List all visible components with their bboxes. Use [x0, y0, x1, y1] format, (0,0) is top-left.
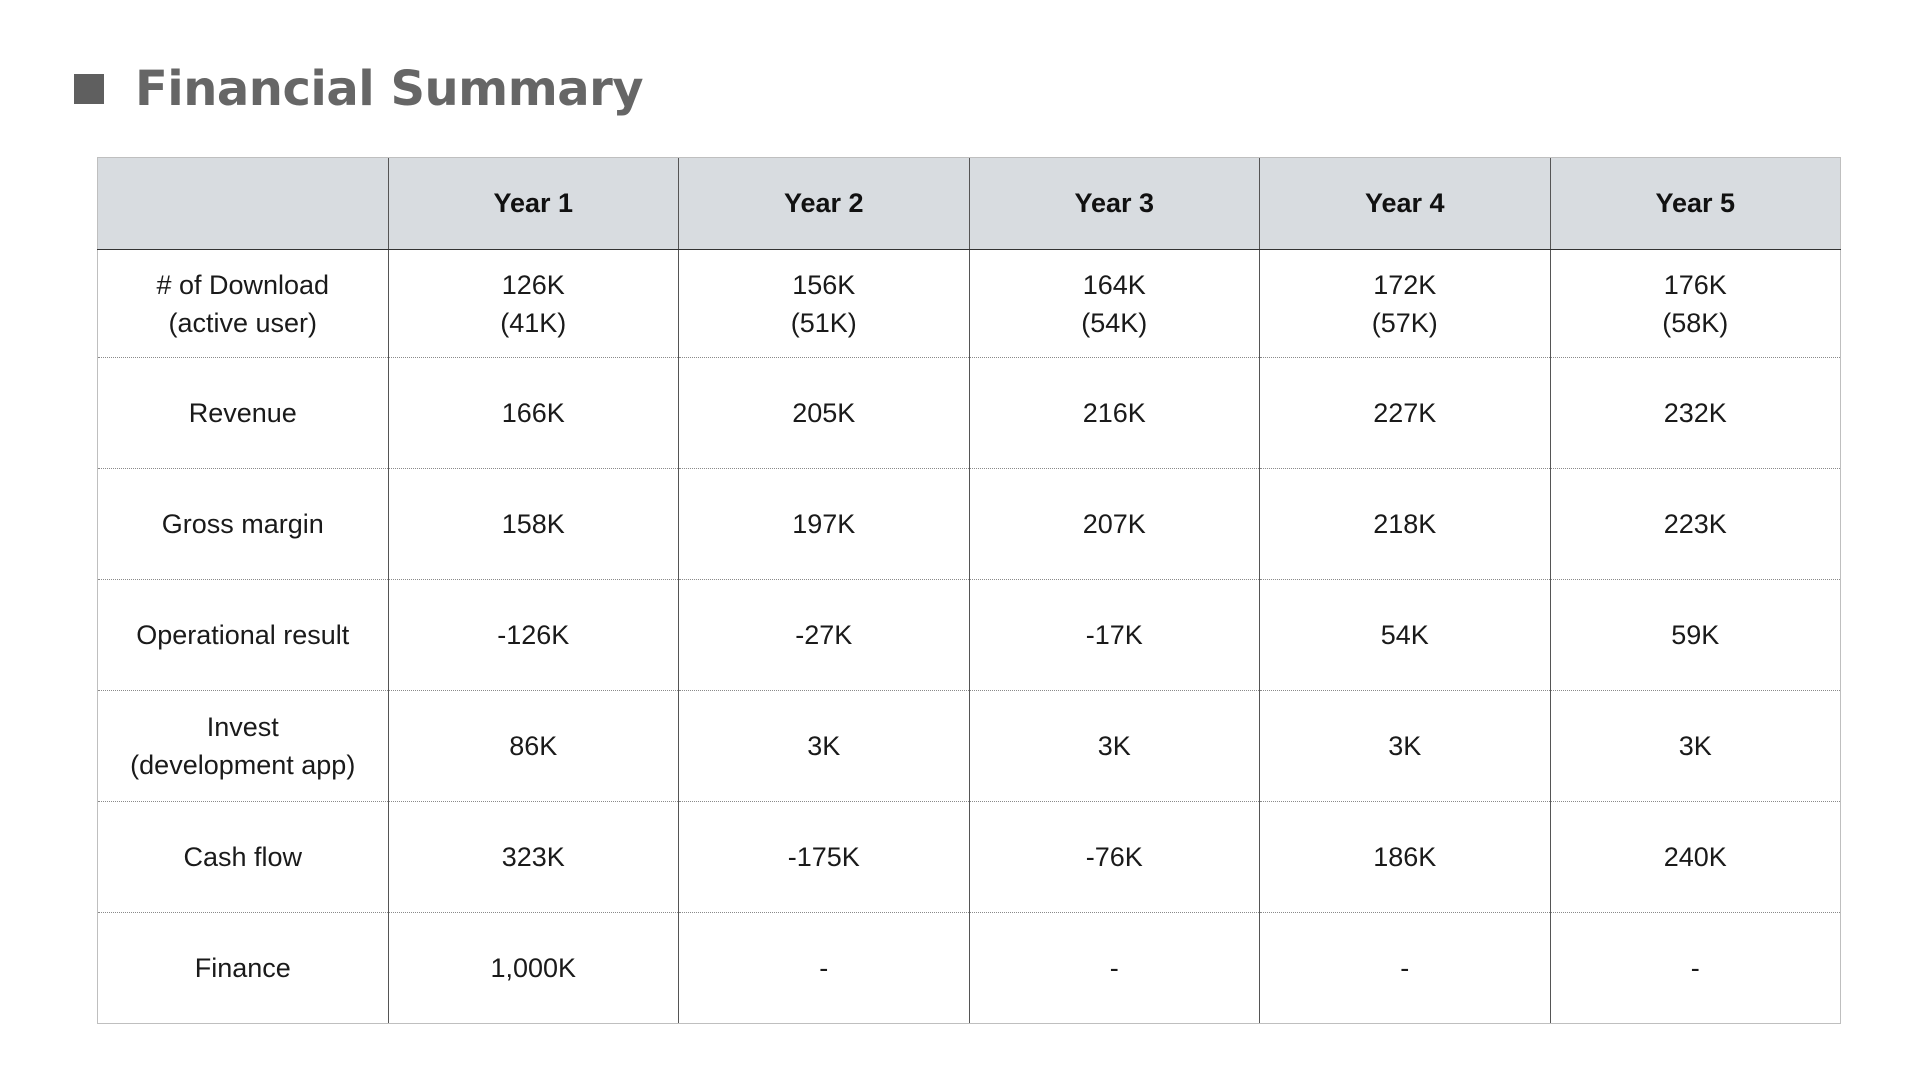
table-cell: -126K: [388, 580, 679, 691]
cell-subvalue: (41K): [500, 307, 567, 338]
table-cell: [679, 250, 970, 358]
table-cell: 3K: [679, 691, 970, 802]
table-cell: -175K: [679, 802, 970, 913]
table-cell: 166K: [388, 358, 679, 469]
table-cell: 205K: [679, 358, 970, 469]
table-cell: 59K: [1550, 580, 1841, 691]
table-cell: -27K: [679, 580, 970, 691]
row-label: [98, 250, 389, 358]
table-cell: [1260, 250, 1551, 358]
table-cell: 216K: [969, 358, 1260, 469]
cell-subvalue: (54K): [1081, 307, 1148, 338]
row-label-line2: (active user): [168, 307, 318, 338]
cell-value: 156K: [792, 269, 856, 300]
table-cell: 186K: [1260, 802, 1551, 913]
row-label: Finance: [98, 913, 389, 1024]
table-row-operational-result: [98, 580, 1841, 691]
row-label: Revenue: [98, 358, 389, 469]
table-cell: 218K: [1260, 469, 1551, 580]
row-label-line1: # of Download: [156, 269, 330, 300]
table-cell: 158K: [388, 469, 679, 580]
table-cell: 3K: [1260, 691, 1551, 802]
cell-value: 176K: [1663, 269, 1727, 300]
cell-value: 172K: [1373, 269, 1437, 300]
table-cell: -76K: [969, 802, 1260, 913]
table-row-downloads: [98, 250, 1841, 358]
table-cell: 54K: [1260, 580, 1551, 691]
table-cell: 86K: [388, 691, 679, 802]
page-title: Financial Summary: [135, 61, 644, 117]
header-cell-year-1: Year 1: [388, 158, 679, 250]
row-label: [98, 691, 389, 802]
header-cell-year-2: Year 2: [679, 158, 970, 250]
table-cell: 223K: [1550, 469, 1841, 580]
table-cell: -17K: [969, 580, 1260, 691]
cell-subvalue: (57K): [1371, 307, 1438, 338]
header-cell-year-4: Year 4: [1260, 158, 1551, 250]
title-row: [74, 58, 643, 120]
cell-value: 126K: [501, 269, 565, 300]
table-cell: [969, 250, 1260, 358]
cell-subvalue: (58K): [1662, 307, 1729, 338]
table-cell: 323K: [388, 802, 679, 913]
table-cell: [1550, 250, 1841, 358]
header-cell-year-5: Year 5: [1550, 158, 1841, 250]
table-cell: 207K: [969, 469, 1260, 580]
table-cell: 240K: [1550, 802, 1841, 913]
table-row-gross-margin: [98, 469, 1841, 580]
table-cell: 3K: [1550, 691, 1841, 802]
table-row-cash-flow: [98, 802, 1841, 913]
cell-value: 164K: [1082, 269, 1146, 300]
table-cell: 1,000K: [388, 913, 679, 1024]
financial-summary-table: [97, 157, 1841, 1024]
header-row: [98, 158, 1841, 250]
table-cell: 227K: [1260, 358, 1551, 469]
table-cell: [388, 250, 679, 358]
header-cell-blank: [98, 158, 389, 250]
table-cell: 3K: [969, 691, 1260, 802]
title-square-icon: [74, 74, 104, 104]
table-cell: -: [1260, 913, 1551, 1024]
row-label-line1: Invest: [206, 712, 279, 742]
table-cell: 232K: [1550, 358, 1841, 469]
table-row-revenue: [98, 358, 1841, 469]
table-row-invest: [98, 691, 1841, 802]
header-cell-year-3: Year 3: [969, 158, 1260, 250]
row-label: Cash flow: [98, 802, 389, 913]
financial-summary-table-container: [97, 157, 1840, 1024]
row-label: Gross margin: [98, 469, 389, 580]
row-label: Operational result: [98, 580, 389, 691]
table-cell: -: [679, 913, 970, 1024]
table-cell: 197K: [679, 469, 970, 580]
table-cell: -: [969, 913, 1260, 1024]
row-label-line2: (development app): [130, 750, 356, 780]
table-cell: -: [1550, 913, 1841, 1024]
table-row-finance: [98, 913, 1841, 1024]
cell-subvalue: (51K): [790, 307, 857, 338]
